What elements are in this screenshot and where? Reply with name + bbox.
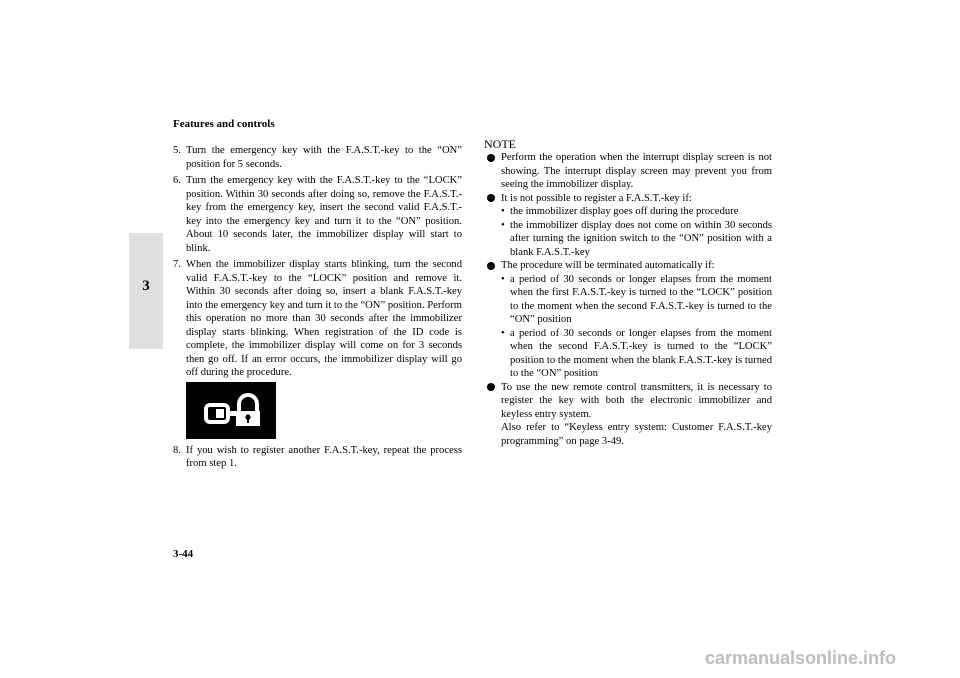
note-heading: NOTE: [484, 137, 516, 151]
note-bullet: [484, 151, 772, 192]
note-sub-text: a period of 30 seconds or longer elapses from the moment when the second F.A.S.T.-key is turned to the “LOCK” position to the moment when the blank F.A.S.T.-key is turned to the “ON” position: [510, 327, 772, 379]
chapter-tab: [129, 233, 163, 349]
note-bullet-text: To use the new remote control transmitters, it is necessary to register the key with both the electronic immobilizer and keyless entry system.: [501, 381, 772, 420]
note-block: [484, 138, 772, 448]
sub-bullet-mark: •: [501, 273, 505, 285]
note-sub-text: a period of 30 seconds or longer elapses from the moment when the first F.A.S.T.-key is turned to the “LOCK” position to the moment when the second F.A.S.T.-key is turned to the “ON” position: [510, 273, 772, 325]
note-sub-text: the immobilizer display goes off during the procedure: [510, 206, 739, 217]
step-text: If you wish to register another F.A.S.T.-key, repeat the process from step 1.: [186, 444, 462, 469]
note-bullet-text: It is not possible to register a F.A.S.T.-key if:: [501, 192, 692, 204]
note-sub-item: [501, 327, 772, 381]
step-text: When the immobilizer display starts blinking, turn the second valid F.A.S.T.-key to the “LOCK” position and remove it. Within 30 seconds after doing so, insert a blank F.A.S.T.-key into the emergency key and turn it to the “ON” position. Perform this operation no more than 30 seconds after the immobilizer display starts blinking. When registration of the ID code is complete, the immobilizer display will come on for 3 seconds then go off. If an error occurs, the immobilizer display will go off during the procedure.: [186, 259, 462, 378]
bullet-icon: [487, 154, 495, 162]
section-title: Features and controls: [173, 118, 275, 130]
step-number: 5.: [173, 145, 181, 156]
sub-bullet-mark: •: [501, 327, 505, 339]
bullet-icon: [487, 262, 495, 270]
step-text: Turn the emergency key with the F.A.S.T.-key to the “LOCK” position. Within 30 seconds after doing so, remove the F.A.S.T.-key from the emergency key, insert the second valid F.A.S.T.-key into the emergency key and turn it to the “ON” position. About 10 seconds later, the immobilizer display will start to blink.: [186, 175, 462, 254]
step-text: Turn the emergency key with the F.A.S.T.-key to the “ON” position for 5 seconds.: [186, 145, 462, 170]
note-sub-text: the immobilizer display does not come on within 30 seconds after turning the ignition switch to the “ON” position with a blank F.A.S.T.-key: [510, 219, 772, 258]
step-7: [173, 258, 462, 380]
chapter-tab-number: 3: [142, 278, 150, 294]
step-6: [173, 174, 462, 255]
note-sub-item: [501, 219, 772, 260]
note-bullet: [484, 381, 772, 449]
note-bullet-text: The procedure will be terminated automatically if:: [501, 260, 715, 271]
note-bullet: [484, 259, 772, 381]
page-number: 3-44: [173, 548, 194, 560]
bullet-icon: [487, 383, 495, 391]
bullet-icon: [487, 194, 495, 202]
note-sub-item: [501, 205, 772, 219]
step-8: [173, 444, 462, 471]
note-sub-item: [501, 273, 772, 327]
sub-bullet-mark: •: [501, 206, 505, 217]
note-bullet-text: Perform the operation when the interrupt display screen is not showing. The interrupt display screen may prevent you from seeing the immobilizer display.: [501, 152, 772, 190]
immobilizer-display-indicator: [186, 382, 276, 439]
step-number: 6.: [173, 175, 181, 186]
step-number: 7.: [173, 259, 181, 270]
procedure-steps: [173, 144, 462, 474]
note-cross-reference: Also refer to “Keyless entry system: Customer F.A.S.T.-key programming” on page 3-49.: [501, 422, 772, 447]
step-number: 8.: [173, 444, 181, 456]
sub-bullet-mark: •: [501, 219, 505, 231]
note-bullet: [484, 192, 772, 260]
step-5: [173, 144, 462, 171]
watermark: carmanualsonline.info: [705, 648, 897, 668]
immobilizer-key-lock-icon: [186, 382, 276, 439]
